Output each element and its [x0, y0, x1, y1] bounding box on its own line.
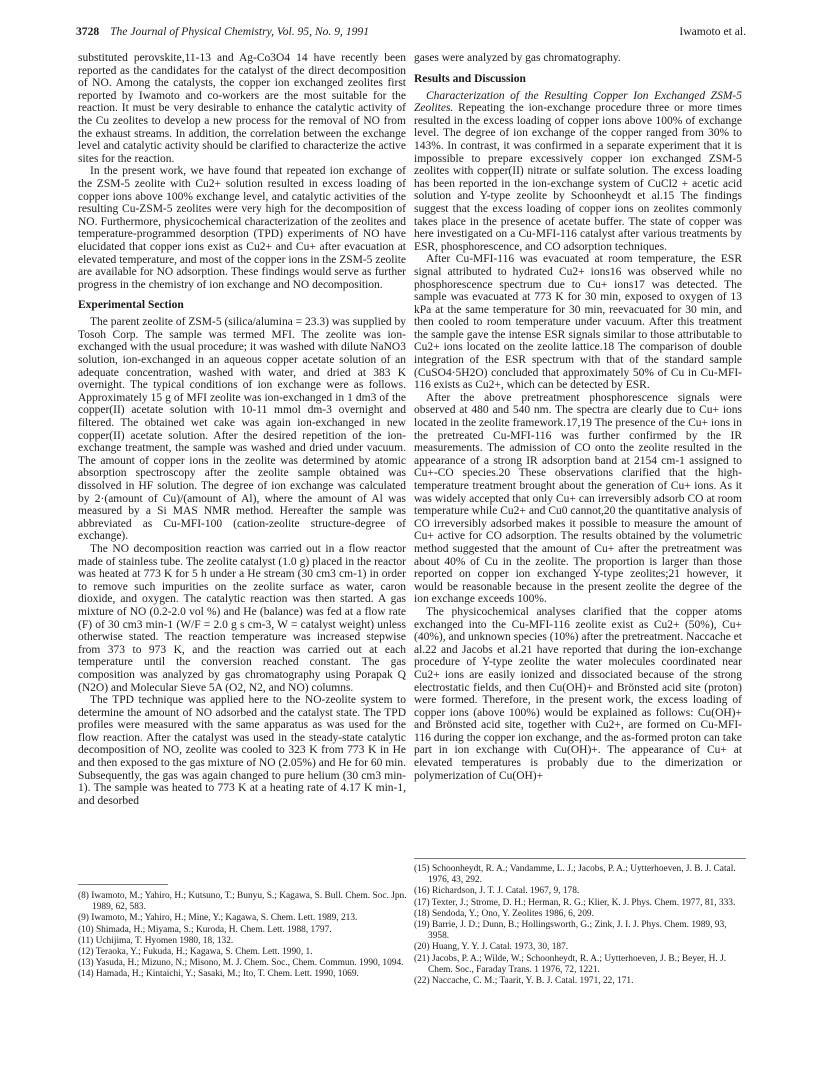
reference-item: (8) Iwamoto, M.; Yahiro, H.; Kutsuno, T.; Bunyu, S.; Kagawa, S. Bull. Chem. Soc. Jpn. 1989, 62, 583. — [78, 891, 407, 913]
subsection-heading: Characterization of the Resulting Copper Ion Exchanged ZSM-5 Zeolites. — [414, 89, 742, 115]
reference-item: (17) Texter, J.; Strome, D. H.; Herman, R. G.; Klier, K. J. Phys. Chem. 1977, 81, 333. — [414, 897, 736, 908]
reference-item: (20) Huang, Y. Y. J. Catal. 1973, 30, 187. — [414, 942, 569, 953]
reference-item: (19) Barrie, J. D.; Dunn, B.; Hollingsworth, G.; Zink, J. I. J. Phys. Chem. 1989, 93, 3958. — [414, 920, 727, 942]
results-paragraph-text: Repeating the ion-exchange procedure three or more times resulted in the excess loading of copper ions above 100% of exchange level. The degree of ion exchange of the copper ranged from 30% to 143%. In contrast, it was confirmed in a separate experiment that it is impossible to prepare excessively copper ion exchanged ZSM-5 zeolites with copper(II) nitrate or sulfate solution. The excess loading has been reported in the ion-exchange system of CuCl2 + acetic acid solution and Y-type zeolite by Schoonheydt et al.15 The findings suggest that the excess loading of copper ions on zeolites commonly takes place in the presence of acetate buffer. The state of copper was here investigated on a Cu-MFI-116 catalyst after various treatments by ESR, phosphorescence, and CO adsorption techniques. — [414, 102, 742, 253]
reference-item: (9) Iwamoto, M.; Yahiro, H.; Mine, Y.; Kagawa, S. Chem. Lett. 1989, 213. — [78, 913, 358, 924]
reference-item: (11) Uchijima, T. Hyomen 1980, 18, 132. — [78, 935, 234, 946]
page-number: 3728 — [76, 25, 100, 38]
references-left — [78, 891, 408, 981]
reference-item: (12) Teraoka, Y.; Fukuda, H.; Kagawa, S. Chem. Lett. 1990, 1. — [78, 947, 313, 958]
right-column — [414, 52, 742, 782]
present-work-paragraph: In the present work, we have found that repeated ion exchange of the ZSM-5 zeolite with Cu2+ solution resulted in excess loading of copper ions above 100% exchange level, and catalytic activities of the resulting Cu-ZSM-5 zeolites were very high for the decomposition of NO. Furthermore, physicochemical characterization of the zeolites and temperature-programmed desorption (TPD) experiments of NO have elucidated that copper ions exist as Cu2+ and Cu+ after evacuation at elevated temperature, and most of the copper ions in the ZSM-5 zeolite are available for NO adsorption. These findings would serve as further progress in the chemistry of ion exchange and NO decomposition. — [78, 165, 406, 291]
reference-item: (21) Jacobs, P. A.; Wilde, W.; Schoonheydt, R. A.; Uytterhoeven, J. B.; Beyer, H. J. Chem. Soc., Faraday Trans. 1 1976, 72, 1221. — [414, 953, 727, 975]
running-header — [76, 25, 746, 41]
continuation-paragraph: gases were analyzed by gas chromatography. — [414, 52, 621, 64]
results-paragraph: After the above pretreatment phosphorescence signals were observed at 480 and 540 nm. The spectra are clearly due to Cu+ ions located in the zeolite framework.17,19 The presence of the Cu+ ions in the pretreated Cu-MFI-116 was further confirmed by the IR measurements. The admission of CO onto the zeolite resulted in the appearance of a strong IR adsorption band at 2154 cm-1 assigned to Cu+-CO species.20 These observations clarified that the high-temperature treatment brought about the generation of Cu+ ions. As it was widely accepted that only Cu+ can irreversibly adsorb CO at room temperature while Cu2+ and Cu0 cannot,20 the quantitative analysis of CO irreversibly adsorbed makes it possible to measure the amount of Cu+ active for CO adsorption. The results obtained by the volumetric method suggested that the amount of Cu+ after the pretreatment was about 40% of Cu in the zeolite. The proportion is larger than those reported on copper ion exchanged Y-type zeolites;21 however, it would be reasonable because in the present zeolite the degree of the ion exchange exceeds 100%. — [414, 391, 742, 606]
intro-paragraph: substituted perovskite,11-13 and Ag-Co3O4 14 have recently been reported as the candidates for the catalyst of the direct decomposition of NO. Among the catalysts, the copper ion exchanged zeolites first reported by Iwamoto and co-workers are the most suitable for the reaction. It must be very desirable to enhance the catalytic activity of the Cu zeolites to develop a new process for the removal of NO from the exhaust streams. In addition, the correlation between the exchange level and catalytic activity should be clarified to characterize the active sites for the reaction. — [78, 52, 406, 165]
experimental-paragraph: The TPD technique was applied here to the NO-zeolite system to determine the amount of NO adsorbed and the catalyst state. The TPD profiles were measured with the same apparatus as was used for the flow reaction. After the catalyst was used in the steady-state catalytic decomposition of NO, zeolite was cooled to 323 K from 773 K in He and then exposed to the gas mixture of NO (2.05%) and He for 60 min. Subsequently, the gas was again changed to pure helium (30 cm3 min-1). The sample was heated to 773 K at a heating rate of 4.17 K min-1, and desorbed — [78, 694, 406, 807]
left-column — [78, 52, 406, 807]
reference-item: (14) Hamada, H.; Kintaichi, Y.; Sasaki, M.; Ito, T. Chem. Lett. 1990, 1069. — [78, 969, 359, 980]
reference-item: (13) Yasuda, H.; Mizuno, N.; Misono, M. J. Chem. Soc., Chem. Commun. 1990, 1094. — [78, 958, 404, 969]
reference-item: (10) Shimada, H.; Miyama, S.; Kuroda, H. Chem. Lett. 1988, 1797. — [78, 924, 332, 935]
footnote-rule-right — [414, 858, 746, 859]
header-authors: Iwamoto et al. — [679, 25, 746, 38]
reference-item: (16) Richardson, J. T. J. Catal. 1967, 9, 178. — [414, 886, 580, 897]
journal-citation: The Journal of Physical Chemistry, Vol. 95, No. 9, 1991 — [110, 25, 370, 38]
experimental-heading: Experimental Section — [78, 299, 184, 312]
experimental-paragraph: The NO decomposition reaction was carried out in a flow reactor made of stainless tube. The zeolite catalyst (1.0 g) placed in the reactor was heated at 773 K for 5 h under a He stream (30 cm3 cm-1) in order to remove such impurities on the zeolite surface as water, caron dioxide, and oxygen. The catalytic reaction was then started. A gas mixture of NO (0.2-2.0 vol %) and He (balance) was fed at a flow rate (F) of 30 cm3 min-1 (W/F = 2.0 g s cm-3, W = catalyst weight) unless otherwise stated. The reaction temperature was increased stepwise from 373 to 973 K, and the reaction was carried out at each temperature until the conversion reached constant. The gas composition was analyzed by gas chromatography using Porapak Q (N2O) and Molecular Sieve 5A (O2, N2, and NO) columns. — [78, 542, 406, 694]
header-left — [76, 25, 369, 38]
experimental-paragraph: The parent zeolite of ZSM-5 (silica/alumina = 23.3) was supplied by Tosoh Corp. The sample was termed MFI. The zeolite was ion-exchanged with the usual procedure; it was washed with dilute NaNO3 solution, ion-exchanged in an aqueous copper acetate solution of an adequate concentration, washed with water, and dried at 383 K overnight. The typical conditions of ion exchange were as follows. Approximately 15 g of MFI zeolite was ion-exchanged in 1 dm3 of the copper(II) acetate solution with 10-11 mmol dm-3 overnight and filtered. The obtained wet cake was again ion-exchanged in new copper(II) acetate solution. After the desired repetition of the ion-exchange treatment, the sample was washed and dried under vacuum. The amount of copper ions in the zeolite was determined by atomic absorption spectroscopy after the zeolite sample obtained was dissolved in HF solution. The degree of ion exchange was calculated by 2·(amount of Cu)/(amount of Al), where the amount of Al was measured by a Si MAS NMR method. Hereafter the sample was abbreviated as Cu-MFI-100 (cation-zeolite structure-degree of exchange). — [78, 316, 406, 543]
reference-item: (15) Schoonheydt, R. A.; Vandamme, L. J.; Jacobs, P. A.; Uytterhoeven, J. B. J. Catal. 1976, 43, 292. — [414, 864, 736, 886]
results-paragraph — [414, 90, 742, 254]
results-paragraph: After Cu-MFI-116 was evacuated at room temperature, the ESR signal attributed to hydrated Cu2+ ions16 was observed while no phosphorescence spectrum due to Cu+ ions17 was detected. The sample was evacuated at 773 K for 30 min, exposed to oxygen of 13 kPa at the same temperature for 30 min, reevacuated for 30 min, and then cooled to room temperature under vacuum. After this treatment the sample gave the intense ESR signals similar to those attributable to Cu2+ ions located on the zeolite lattice.18 The comparison of double integration of the ESR spectrum with that of the standard sample (CuSO4·5H2O) concluded that approximately 50% of Cu in Cu-MFI-116 exists as Cu2+, which can be detected by ESR. — [414, 253, 742, 392]
results-paragraph: The physicochemical analyses clarified that the copper atoms exchanged into the Cu-MFI-116 zeolite exist as Cu2+ (50%), Cu+ (40%), and unknown species (10%) after the pretreatment. Naccache et al.22 and Jacobs et al.21 have reported that during the ion-exchange procedure of Y-type zeolite the water molecules coordinated near Cu2+ ions are easily ionized and dissociated because of the strong electrostatic fields, and then Cu(OH)+ and Brönsted acid site (proton) were formed. Therefore, in the present work, the excess loading of copper ions (above 100%) would be explained as follows: Cu(OH)+ and Brönsted acid site, together with Cu2+, are formed on Cu-MFI-116 during the copper ion exchange, and the as-formed proton can take part in ion exchange with Cu(OH)+. The appearance of Cu+ at elevated temperatures is probably due to the dimerization or polymerization of Cu(OH)+ — [414, 605, 742, 782]
reference-item: (18) Sendoda, Y.; Ono, Y. Zeolites 1986, 6, 209. — [414, 908, 594, 919]
results-heading: Results and Discussion — [414, 72, 526, 85]
references-right — [414, 864, 744, 987]
footnote-rule-left — [78, 884, 168, 885]
reference-item: (22) Naccache, C. M.; Taarit, Y. B. J. Catal. 1971, 22, 171. — [414, 976, 634, 987]
